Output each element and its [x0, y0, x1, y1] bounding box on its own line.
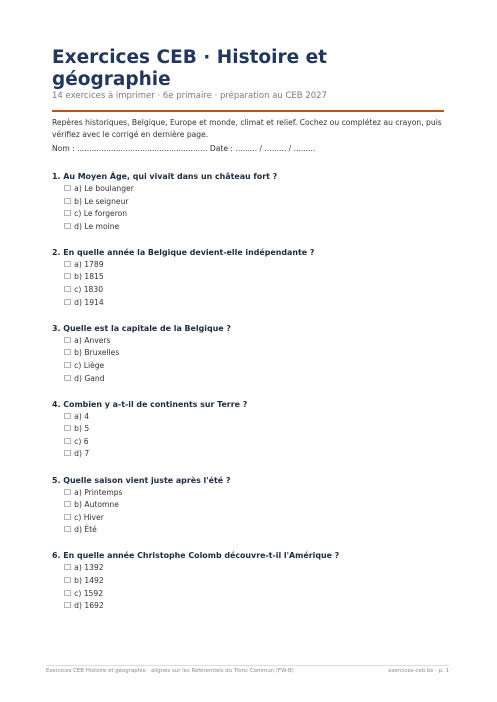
footer-left-text: Exercices CEB Histoire et géographie · alignés sur les Référentiels du Tronc Commun (FW-B) — [46, 668, 294, 674]
question-title: 3. Quelle est la capitale de la Belgique ? — [52, 323, 231, 333]
checkbox-icon[interactable]: ☐ — [64, 297, 72, 307]
answer-option[interactable] — [64, 259, 444, 272]
name-date-line: Nom : ...................................................... Date : ......... / ......... / ......... — [52, 144, 316, 153]
answer-option[interactable] — [64, 448, 444, 461]
answer-option-label: c) 1830 — [74, 285, 104, 295]
question-block — [52, 398, 444, 461]
answer-options — [52, 183, 444, 233]
intro-text: Repères historiques, Belgique, Europe et monde, climat et relief. Cochez ou complétez au crayon, puis vérifiez avec le corrigé en dernière page. — [52, 118, 442, 139]
answer-option-label: d) 1692 — [74, 601, 104, 611]
checkbox-icon[interactable]: ☐ — [64, 525, 72, 535]
answer-options — [52, 259, 444, 309]
footer-page-number: exercices-ceb.be · p. 1 — [388, 668, 449, 674]
checkbox-icon[interactable]: ☐ — [64, 335, 72, 345]
answer-options — [52, 335, 444, 385]
answer-option[interactable] — [64, 512, 444, 525]
answer-option-label: a) Printemps — [74, 487, 123, 497]
checkbox-icon[interactable]: ☐ — [64, 563, 72, 573]
question-title: 6. En quelle année Christophe Colomb découvre-t-il l'Amérique ? — [52, 551, 340, 561]
answer-option[interactable] — [64, 208, 444, 221]
answer-option[interactable] — [64, 436, 444, 449]
question-block — [52, 246, 444, 309]
answer-option[interactable] — [64, 360, 444, 373]
answer-option[interactable] — [64, 271, 444, 284]
question-block — [52, 549, 444, 612]
answer-option-label: b) Automne — [74, 500, 119, 510]
answer-option-label: c) 6 — [74, 436, 89, 446]
answer-option-label: a) Anvers — [74, 335, 111, 345]
page-title: Exercices CEB · Histoire et géographie — [52, 47, 327, 90]
checkbox-icon[interactable]: ☐ — [64, 436, 72, 446]
checkbox-icon[interactable]: ☐ — [64, 575, 72, 585]
checkbox-icon[interactable]: ☐ — [64, 373, 72, 383]
answer-option-label: c) Le forgeron — [74, 209, 128, 219]
question-title: 1. Au Moyen Âge, qui vivait dans un château fort ? — [52, 172, 278, 181]
answer-option-label: b) 1492 — [74, 575, 104, 585]
checkbox-icon[interactable]: ☐ — [64, 285, 72, 295]
question-block — [52, 170, 444, 233]
question-title: 2. En quelle année la Belgique devient-elle indépendante ? — [52, 247, 315, 257]
answer-option-label: d) Été — [74, 525, 97, 535]
answer-option[interactable] — [64, 575, 444, 588]
question-block — [52, 322, 444, 385]
checkbox-icon[interactable]: ☐ — [64, 360, 72, 370]
answer-option[interactable] — [64, 487, 444, 500]
question-list — [52, 170, 444, 625]
answer-option[interactable] — [64, 221, 444, 234]
answer-option-label: d) 7 — [74, 449, 90, 459]
answer-option-label: d) Le moine — [74, 221, 120, 231]
answer-option[interactable] — [64, 335, 444, 348]
checkbox-icon[interactable]: ☐ — [64, 424, 72, 434]
checkbox-icon[interactable]: ☐ — [64, 184, 72, 193]
answer-option-label: c) 1592 — [74, 588, 104, 598]
answer-option[interactable] — [64, 196, 444, 209]
checkbox-icon[interactable]: ☐ — [64, 512, 72, 522]
checkbox-icon[interactable]: ☐ — [64, 272, 72, 282]
answer-option[interactable] — [64, 373, 444, 386]
page-subtitle: 14 exercices à imprimer · 6e primaire · préparation au CEB 2027 — [52, 91, 327, 101]
question-title: 4. Combien y a-t-il de continents sur Terre ? — [52, 399, 248, 409]
answer-option-label: a) 1392 — [74, 563, 104, 573]
answer-option-label: c) Hiver — [74, 512, 104, 522]
answer-option-label: a) 1789 — [74, 259, 104, 269]
answer-option[interactable] — [64, 423, 444, 436]
answer-option[interactable] — [64, 588, 444, 601]
checkbox-icon[interactable]: ☐ — [64, 601, 72, 611]
answer-option-label: b) Bruxelles — [74, 348, 120, 358]
answer-option[interactable] — [64, 524, 444, 537]
question-title: 5. Quelle saison vient juste après l'été ? — [52, 475, 231, 485]
question-block — [52, 474, 444, 537]
checkbox-icon[interactable]: ☐ — [64, 449, 72, 459]
answer-option-label: b) 1815 — [74, 272, 104, 282]
answer-options — [52, 487, 444, 537]
answer-option-label: a) Le boulanger — [74, 184, 134, 193]
checkbox-icon[interactable]: ☐ — [64, 221, 72, 231]
answer-option[interactable] — [64, 347, 444, 360]
answer-option[interactable] — [64, 562, 444, 575]
checkbox-icon[interactable]: ☐ — [64, 500, 72, 510]
checkbox-icon[interactable]: ☐ — [64, 196, 72, 206]
checkbox-icon[interactable]: ☐ — [64, 209, 72, 219]
answer-option-label: d) Gand — [74, 373, 105, 383]
answer-option[interactable] — [64, 297, 444, 310]
answer-option-label: c) Liège — [74, 360, 105, 370]
answer-option-label: b) Le seigneur — [74, 196, 129, 206]
checkbox-icon[interactable]: ☐ — [64, 588, 72, 598]
answer-option-label: a) 4 — [74, 411, 90, 421]
footer-divider — [46, 665, 449, 666]
answer-option-label: b) 5 — [74, 424, 90, 434]
answer-option[interactable] — [64, 411, 444, 424]
checkbox-icon[interactable]: ☐ — [64, 411, 72, 421]
header-divider — [52, 110, 444, 112]
answer-options — [52, 562, 444, 612]
checkbox-icon[interactable]: ☐ — [64, 348, 72, 358]
answer-option[interactable] — [64, 284, 444, 297]
checkbox-icon[interactable]: ☐ — [64, 259, 72, 269]
answer-option[interactable] — [64, 600, 444, 613]
answer-option[interactable] — [64, 499, 444, 512]
checkbox-icon[interactable]: ☐ — [64, 487, 72, 497]
answer-option-label: d) 1914 — [74, 297, 104, 307]
answer-options — [52, 411, 444, 461]
answer-option[interactable] — [64, 183, 444, 196]
